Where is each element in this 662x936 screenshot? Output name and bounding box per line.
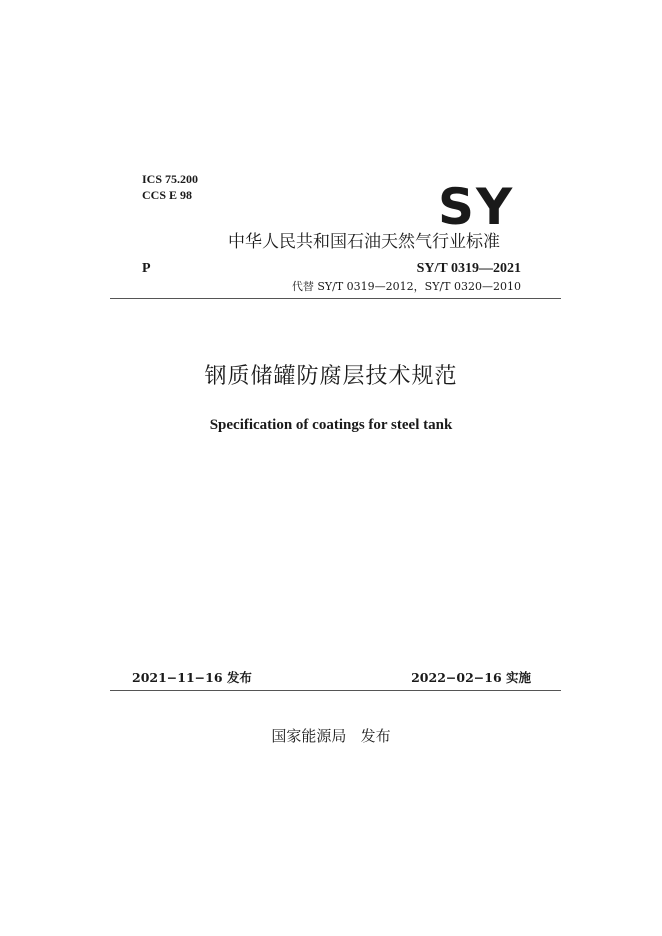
document-title-english: Specification of coatings for steel tank [209,417,453,433]
ccs-code: CCS E 98 [142,188,193,202]
issue-date: 2021−11−16 发布 [132,670,252,685]
issuing-authority: 国家能源局 发布 [271,727,391,745]
header-divider [110,298,561,299]
footer-divider [110,690,561,691]
standard-number: SY/T 0319—2021 [416,261,521,276]
implementation-date: 2022−02−16 实施 [411,670,531,685]
ics-code: ICS 75.200 [142,172,199,186]
replaces-standards: 代替 SY/T 0319—2012，SY/T 0320—2010 [291,280,521,293]
document-title-chinese: 钢质储罐防腐层技术规范 [204,364,458,389]
sy-logo: SY [438,178,515,236]
standard-category: P [142,261,151,276]
organization-name: 中华人民共和国石油天然气行业标准 [228,232,500,252]
